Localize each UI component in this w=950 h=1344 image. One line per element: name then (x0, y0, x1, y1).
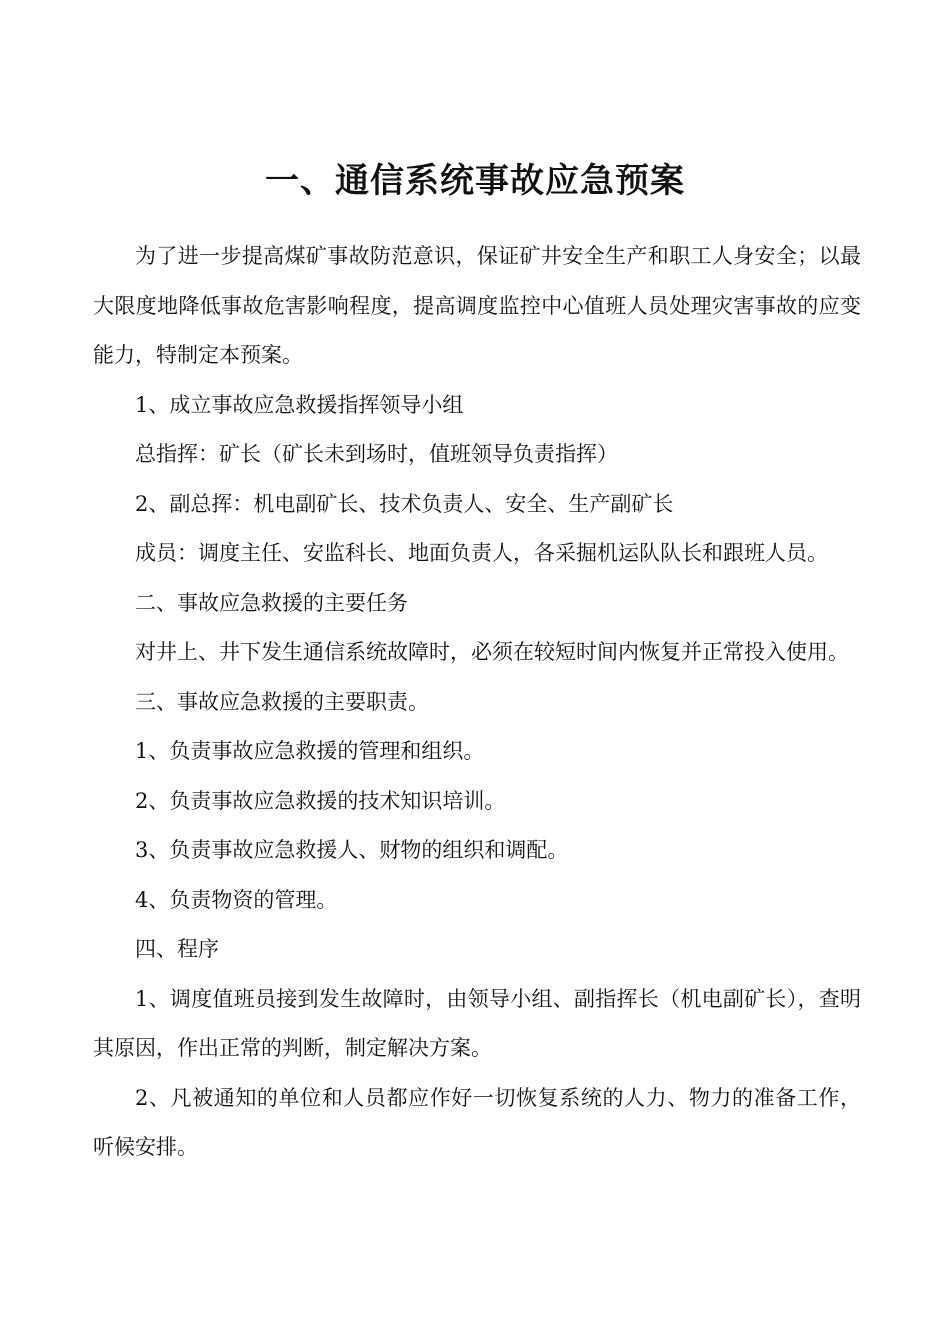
document-title: 一、通信系统事故应急预案 (265, 161, 685, 201)
procedure-item-1: 1、调度值班员接到发生故障时，由领导小组、副指挥长（机电副矿长），查明其原因，作出正常的判断，制定解决方案。 (93, 986, 861, 1060)
main-task-paragraph: 对井上、井下发生通信系统故障时，必须在较短时间内恢复并正常投入使用。 (135, 640, 849, 664)
members-line: 成员：调度主任、安监科长、地面负责人，各采掘机运队队长和跟班人员。 (135, 541, 828, 565)
duty-item-4: 4、负责物资的管理。 (135, 887, 338, 912)
section-2-heading: 二、事故应急救援的主要任务 (135, 590, 408, 615)
deputy-commander-line: 2、副总挥：机电副矿长、技术负责人、安全、生产副矿长 (135, 491, 674, 516)
commander-line: 总指挥：矿长（矿长未到场时，值班领导负责指挥） (135, 442, 618, 466)
section-1-heading: 1、成立事故应急救援指挥领导小组 (135, 392, 464, 417)
intro-paragraph: 为了进一步提高煤矿事故防范意识，保证矿井安全生产和职工人身安全；以最大限度地降低事故危害影响程度，提高调度监控中心值班人员处理灾害事故的应变能力，特制定本预案。 (93, 244, 861, 367)
section-4-heading: 四、程序 (135, 937, 219, 961)
duty-item-1: 1、负责事故应急救援的管理和组织。 (135, 739, 485, 763)
procedure-item-2: 2、凡被通知的单位和人员都应作好一切恢复系统的人力、物力的准备工作，听候安排。 (93, 1085, 861, 1159)
section-3-heading: 三、事故应急救援的主要职责。 (135, 689, 429, 714)
document-body (93, 232, 861, 1173)
duty-item-3: 3、负责事故应急救援人、财物的组织和调配。 (135, 838, 569, 862)
duty-item-2: 2、负责事故应急救援的技术知识培训。 (135, 788, 506, 813)
